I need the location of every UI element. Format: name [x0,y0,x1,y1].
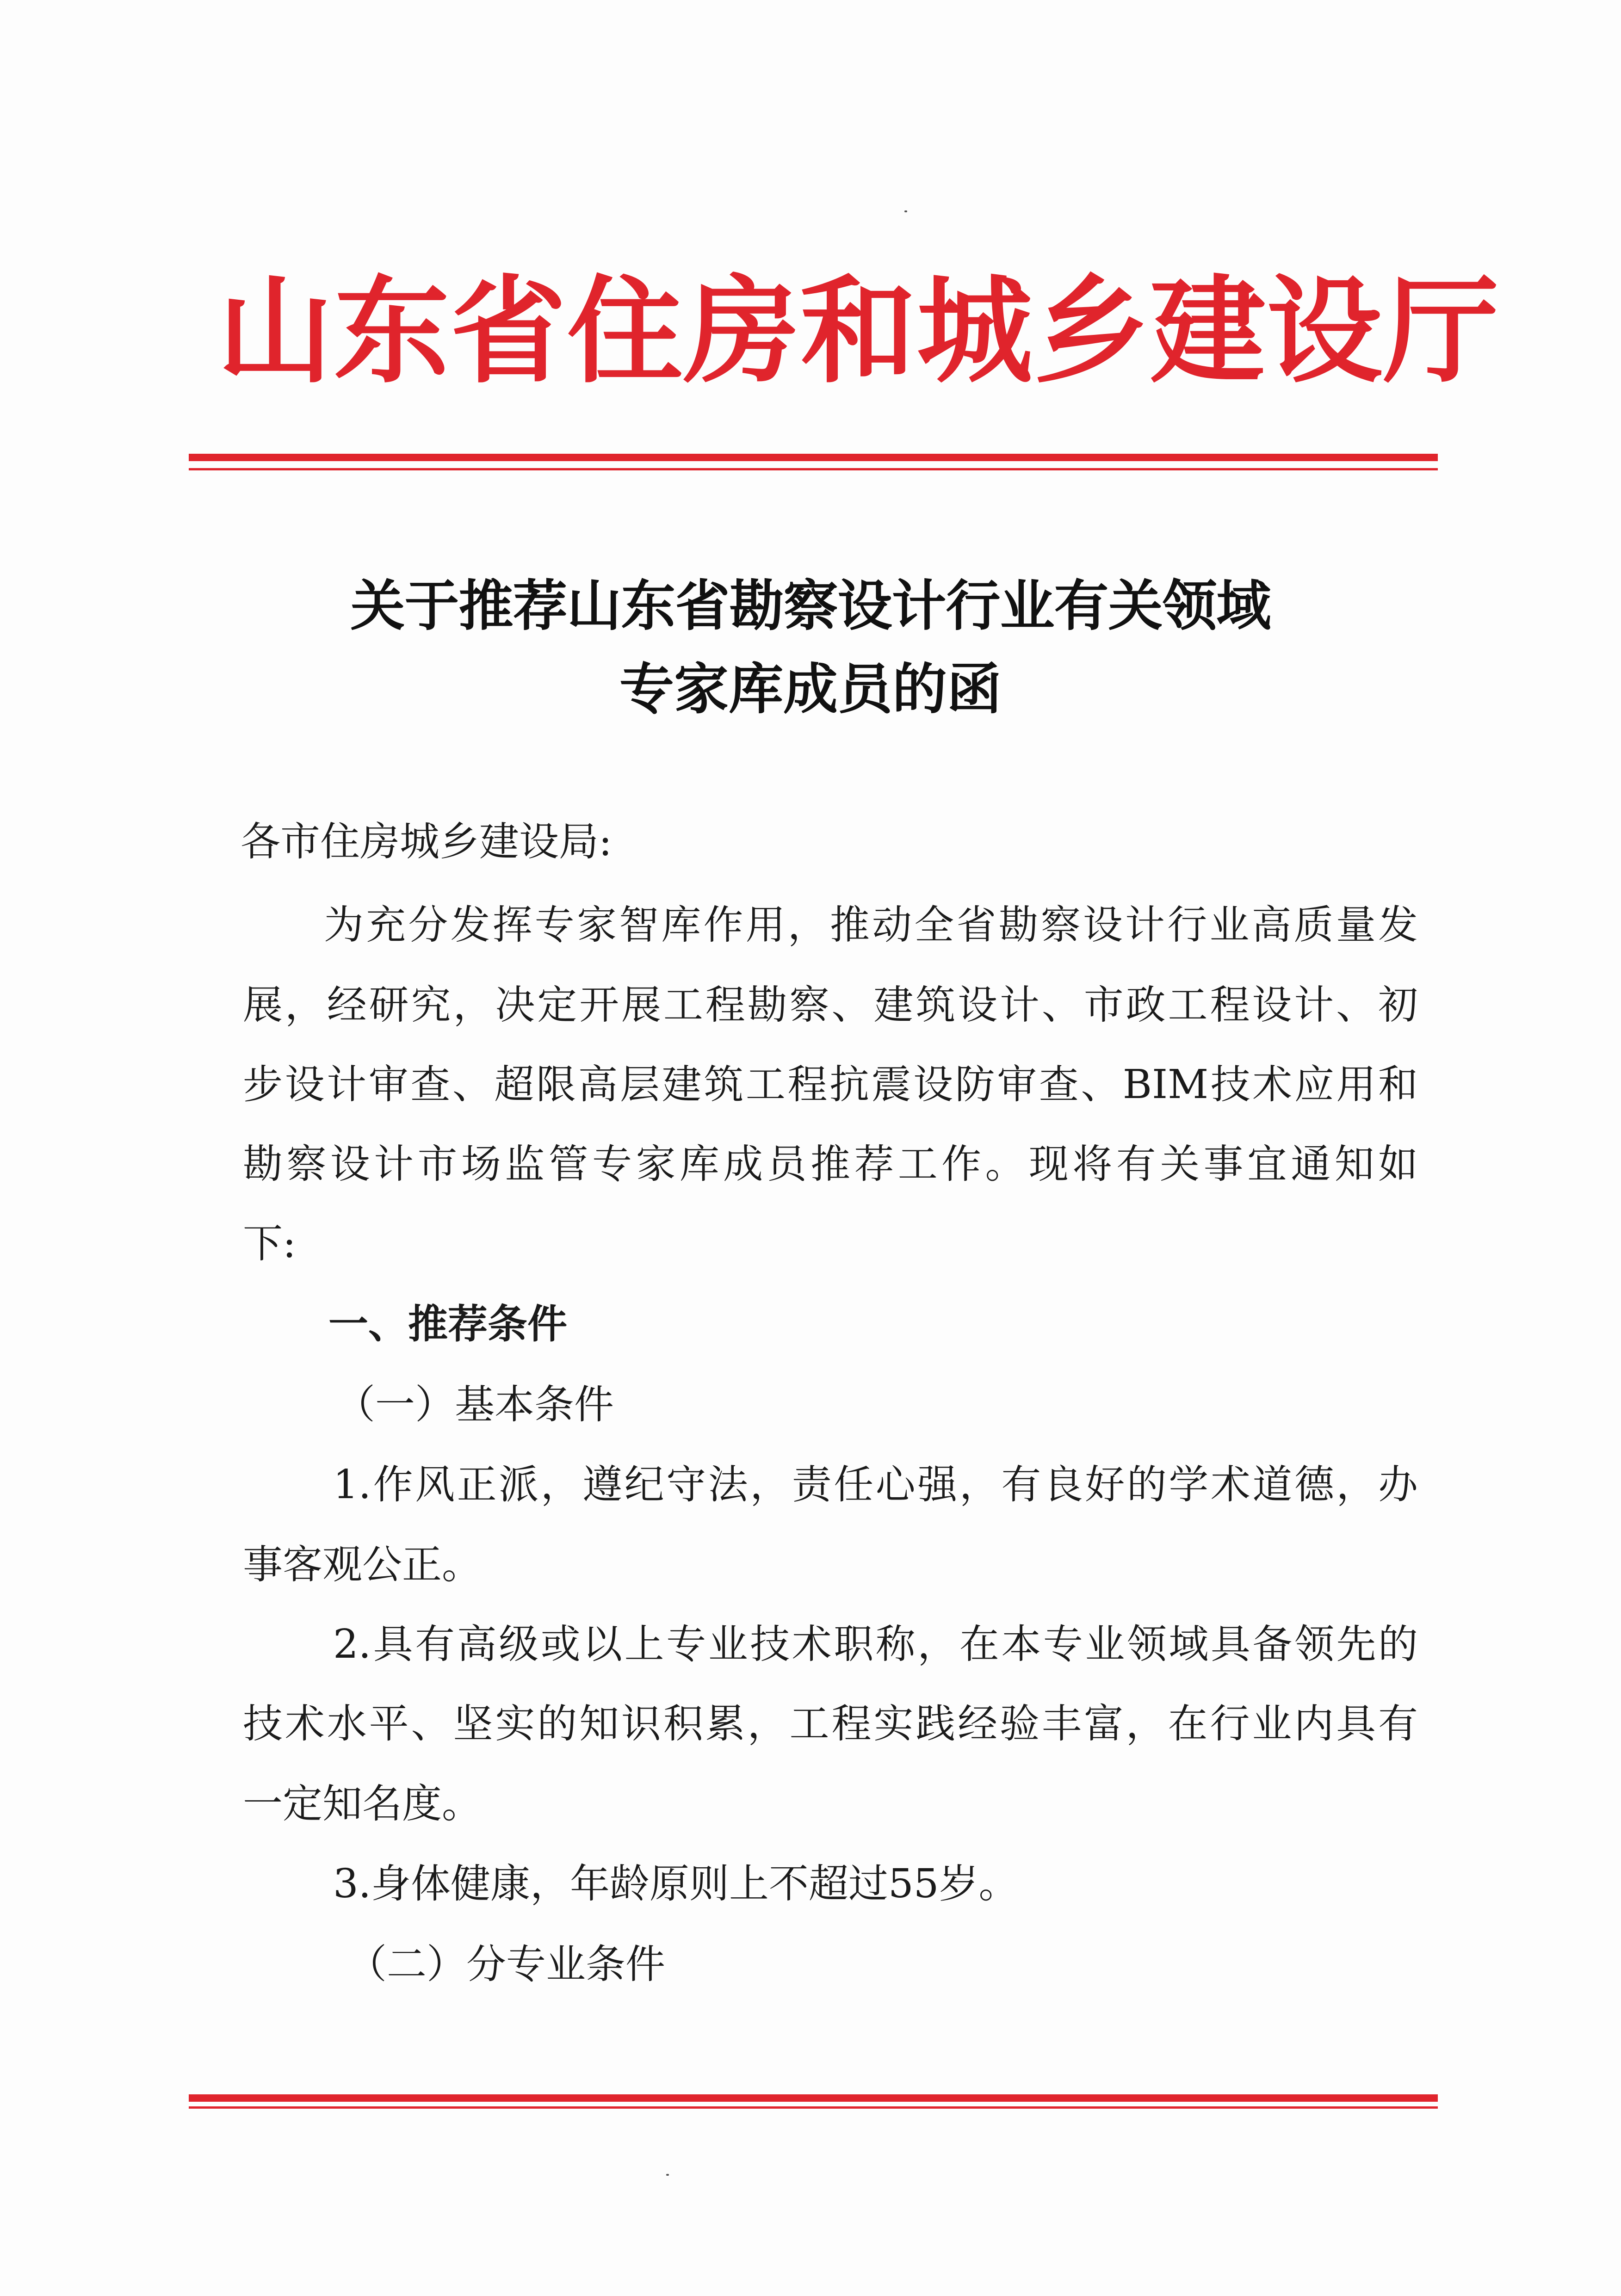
condition-item-3: 3.身体健康，年龄原则上不超过55岁。 [333,1861,1019,1907]
document-title-line-1: 关于推荐山东省勘察设计行业有关领域 [350,574,1271,638]
subsection-heading-specialty-conditions: （二）分专业条件 [347,1941,665,1987]
intro-paragraph-line: 下: [243,1221,296,1267]
salutation: 各市住房城乡建设局: [241,819,612,865]
intro-paragraph-line: 展，经研究，决定开展工程勘察、建筑设计、市政工程设计、初 [243,982,1418,1028]
section-heading-recommendation-conditions: 一、推荐条件 [328,1301,567,1347]
letterhead-divider-thick [189,454,1438,461]
footer-divider-thin [189,2106,1438,2109]
document-title-line-2: 专家库成员的函 [619,657,1002,721]
scan-speck [904,210,907,212]
condition-item-2-line: 2.具有高级或以上专业技术职称，在本专业领域具备领先的 [333,1621,1418,1667]
intro-paragraph-line: 为充分发挥专家智库作用，推动全省勘察设计行业高质量发 [324,902,1418,948]
condition-item-2-line: 一定知名度。 [243,1781,482,1827]
intro-paragraph-line: 步设计审查、超限高层建筑工程抗震设防审查、BIM技术应用和 [243,1062,1418,1108]
intro-paragraph-line: 勘察设计市场监管专家库成员推荐工作。现将有关事宜通知如 [243,1141,1418,1187]
scan-speck [666,2174,669,2176]
agency-letterhead: 山东省住房和城乡建设厅 [217,263,1500,399]
condition-item-1-line: 1.作风正派，遵纪守法，责任心强，有良好的学术道德，办 [333,1462,1418,1508]
condition-item-2-line: 技术水平、坚实的知识积累，工程实践经验丰富，在行业内具有 [243,1701,1418,1747]
subsection-heading-basic-conditions: （一）基本条件 [335,1382,614,1428]
letterhead-divider-thin [189,468,1438,470]
condition-item-1-line: 事客观公正。 [243,1542,482,1588]
footer-divider-thick [189,2094,1438,2102]
